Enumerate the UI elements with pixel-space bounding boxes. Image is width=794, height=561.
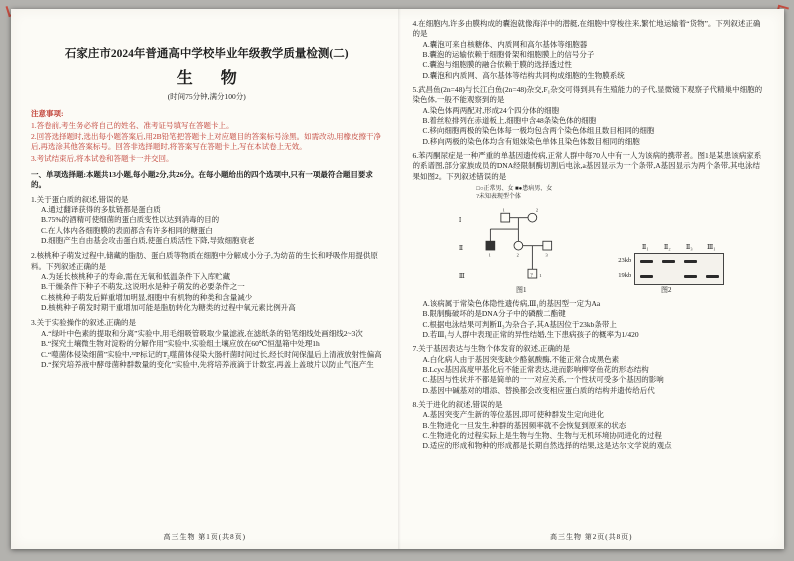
gel-lane-label: Ⅱ₁: [641, 244, 649, 252]
question-stem: 7.关于基因表达与生物个体发育的叙述,正确的是: [412, 344, 570, 354]
question-stem: 8.关于进化的叙述,错误的是: [412, 400, 503, 410]
exam-page-1: [11, 9, 399, 549]
question-option: D.适应的形成和物种的形成都是长期自然选择的结果,这是达尔文学说的观点: [422, 441, 672, 451]
question-stem: 1.关于蛋白质的叙述,错误的是: [31, 194, 129, 204]
question-option: B.囊泡的运输依赖于细胞骨架和细胞膜上的信号分子: [422, 50, 595, 60]
svg-text:?: ?: [530, 273, 533, 280]
gel-lane-cell: [679, 254, 701, 269]
exam-page-2: [399, 9, 785, 549]
question-stem: 5.武昌鱼(2n=48)与长江白鱼(2n=48)杂交,F₁杂交可得到具有生殖能力的子代,显微镜下观察子代精巢中细胞的染色体,一般不能观察到的是: [412, 85, 763, 105]
exam-title: 石家庄市2024年普通高中学校毕业年级教学质量检测(二): [64, 48, 349, 60]
question-option: B.生物进化一旦发生,种群的基因频率就不会恢复到原来的状态: [422, 420, 627, 430]
question-option: C.在人体内各细胞膜的表面都含有许多相同的糖蛋白: [41, 225, 213, 235]
figure1-caption: 图1: [516, 286, 527, 295]
gel-lane-cell: [657, 269, 679, 284]
section-header: 一、单项选择题:本题共13小题,每小题2分,共26分。在每小题给出的四个选项中,只有一项最符合题目要求的。: [31, 170, 373, 190]
gel-band: [706, 275, 719, 278]
question6-figure: [413, 185, 765, 296]
notice-item: 2.回答选择题时,选出每小题答案后,用2B铅笔把答题卡上对应题目的答案标号涂黑。如需改动,用橡皮擦干净后,再选涂其他答案标号。回答非选择题时,将答案写在答题卡上,写在本试卷上无效。: [31, 131, 381, 152]
question-option: D.细胞产生自由基会攻击蛋白质,使蛋白质活性下降,导致细胞衰老: [41, 236, 255, 246]
question-option: A.该病属于常染色体隐性遗传病,Ⅲ₁的基因型一定为Aa: [422, 299, 601, 308]
gel-size-labels: [608, 253, 634, 285]
gel-lane-label: Ⅱ₂: [663, 244, 671, 252]
question-option: C.移向细胞两极的染色体每一极均包含两个染色体组且数目相同的细胞: [422, 126, 655, 136]
time-score-note: (时间75分钟,满分100分): [167, 91, 246, 101]
figure2-caption: 图2: [661, 286, 672, 295]
question-option: C.囊泡与细胞膜的融合依赖于膜的选择透过性: [422, 60, 572, 70]
question: [31, 251, 383, 313]
gel-lane-cell: [679, 269, 701, 284]
gel-band: [684, 260, 697, 263]
gel-size-label: 23kb: [618, 257, 632, 265]
question-option: D.囊泡和内质网、高尔基体等结构共同构成细胞的生物膜系统: [422, 70, 625, 80]
pedigree-legend: [476, 185, 590, 201]
question: [413, 151, 765, 340]
page-footer-1: 高三生物 第1页(共8页): [163, 533, 246, 542]
gel-lane-labels: [634, 244, 724, 253]
svg-text:3: 3: [545, 252, 548, 258]
question-option: B.限制酶破坏的是DNA分子中的磷酸二酯键: [422, 309, 566, 319]
gel-band: [640, 260, 653, 263]
question-stem: 4.在细胞内,许多由膜构成的囊泡就像海洋中的潜艇,在细胞中穿梭往来,繁忙地运输着“货物”。下列叙述正确的是: [412, 19, 761, 39]
notice-heading: 注意事项:: [31, 109, 64, 119]
question-option: A.为延长核桃种子的寿命,需在无氧和低温条件下入库贮藏: [41, 272, 231, 282]
pedigree-figure: [452, 185, 590, 296]
notice-item: 3.考试结束后,将本试卷和答题卡一并交回。: [31, 153, 174, 163]
gel-lane-label: Ⅱ₃: [685, 244, 693, 252]
question: [31, 318, 383, 370]
question-option: B.干燥条件下种子不萌发,这说明水是种子萌发的必要条件之一: [41, 282, 245, 292]
svg-text:2: 2: [516, 252, 520, 258]
pedigree-chart: [452, 201, 590, 285]
gel-lane-label: Ⅲ₁: [706, 244, 716, 252]
scanned-exam-paper: [11, 9, 784, 549]
pedigree-legend-line: □○正常男、女 ■●患病男、女: [476, 186, 553, 193]
question-option: D.若Ⅲ₁与人群中表现正常的异性结婚,生下患病孩子的概率为1/420: [422, 330, 639, 340]
question: [413, 85, 765, 147]
gel-size-label: 19kb: [618, 272, 632, 280]
gel-lane-cell: [635, 254, 657, 269]
notice-block: [31, 109, 383, 164]
svg-text:2: 2: [536, 207, 539, 213]
question-option: A.囊泡可来自核糖体、内质网和高尔基体等细胞器: [422, 39, 588, 49]
subject-title: 生 物: [176, 69, 249, 87]
svg-text:1: 1: [539, 273, 542, 279]
question-option: A.“绿叶中色素的提取和分离”实验中,用毛细吸管吸取少量滤液,在滤纸条的铅笔细线处画细线2~3次: [41, 328, 363, 338]
question-stem: 2.核桃种子萌发过程中,储藏的脂肪、蛋白质等物质在细胞中分解成小分子,为幼苗的生长和呼吸作用提供原料。下列叙述正确的是: [31, 251, 378, 271]
question-option: D.“探究培养液中酵母菌种群数量的变化”实验中,先将培养液滴于计数室,再盖上盖玻片以防止气泡产生: [41, 359, 374, 369]
question: [413, 400, 765, 452]
question: [413, 19, 765, 81]
gel-lane-cell: [701, 269, 723, 284]
gel-figure: [608, 244, 724, 296]
question-option: B.75%的酒精可使细菌的蛋白质变性以达到消毒的目的: [41, 215, 220, 225]
question-option: B.Lcyc基因高度甲基化后不能正常表达,进而影响柳穿鱼花的形态结构: [422, 365, 649, 375]
question-option: B.着丝粒排列在赤道板上,细胞中含48条染色体的细胞: [422, 116, 597, 126]
gel-lane-cell: [657, 254, 679, 269]
question-option: C.核桃种子萌发后鲜重增加明显,细胞中有机物的种类和含量减少: [41, 292, 253, 302]
gel-band: [684, 275, 697, 278]
question-option: C.生物进化的过程实际上是生物与生物、生物与无机环境协同进化的过程: [422, 431, 662, 441]
gel-lane-cell: [635, 269, 657, 284]
gel-body: [634, 253, 724, 285]
question-option: D.移向两极的染色体均含有姐妹染色单体且染色体数目相同的细胞: [422, 136, 640, 146]
question-option: A.通过翻译获得的多肽链都是蛋白质: [41, 205, 161, 215]
gel-band: [662, 260, 675, 263]
question-option: A.染色体两两配对,形成24个四分体的细胞: [422, 105, 560, 115]
page-footer-2: 高三生物 第2页(共8页): [550, 533, 633, 542]
svg-text:Ⅱ: Ⅱ: [459, 246, 464, 253]
svg-text:Ⅰ: Ⅰ: [459, 218, 462, 225]
svg-text:Ⅲ: Ⅲ: [459, 274, 466, 281]
question: [413, 344, 765, 396]
question-option: D.基因中碱基对的增添、替换都会改变相应蛋白质的结构并遗传给后代: [422, 385, 655, 395]
svg-text:1: 1: [488, 252, 492, 258]
questions-left: [31, 195, 383, 371]
question-option: C.“噬菌体侵染细菌”实验中,³²P标记的T₂噬菌体侵染大肠杆菌时间过长,经长时间保温后上清液放射性偏高: [41, 349, 382, 359]
question-option: A.基因突变产生新的等位基因,即可使种群发生定向进化: [422, 410, 605, 420]
question-option: C.根据电泳结果可判断Ⅱ₃为杂合子,其A基因位于23kb条带上: [422, 319, 617, 329]
question-option: C.基因与性状并不都是简单的一一对应关系,一个性状可受多个基因的影响: [422, 375, 664, 385]
svg-text:1: 1: [502, 207, 506, 213]
question: [31, 195, 383, 247]
question-option: A.白化病人由于基因突变缺少酪氨酸酶,不能正常合成黑色素: [422, 354, 620, 364]
gel-lane-cell: [701, 254, 723, 269]
question-stem: 6.苯丙酮尿症是一种严重的单基因遗传病,正常人群中每70人中有一人为该病的携带者。图1是某患该病家系的系谱图,部分家族成员的DNA经限制酶切割后电泳,a基因显示为一个条带,A基因显示为两个条带,其电泳结果如图2。下列叙述错误的是: [412, 151, 762, 181]
pedigree-legend-line: ?未知表现型个体: [476, 194, 521, 201]
question-stem: 3.关于实验操作的叙述,正确的是: [31, 318, 136, 328]
question-option: B.“探究土壤微生物对淀粉的分解作用”实验中,实验组土壤应放在60℃恒温箱中处理1h: [41, 339, 320, 349]
question-option: D.核桃种子萌发时期干重增加可能是脂肪转化为糖类的过程中氧元素比例升高: [41, 303, 296, 313]
gel-band: [640, 275, 653, 278]
questions-right: [413, 19, 765, 452]
notice-item: 1.答卷前,考生务必将自己的姓名、准考证号填写在答题卡上。: [31, 120, 234, 130]
